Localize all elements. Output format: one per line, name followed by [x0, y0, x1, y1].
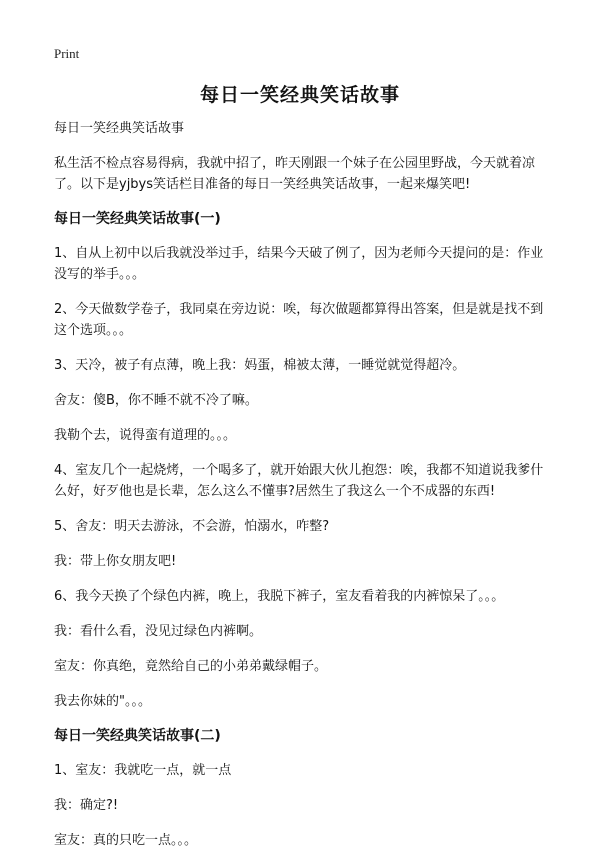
- intro-paragraph: 私生活不检点容易得病，我就中招了，昨天刚跟一个妹子在公园里野战，今天就着凉了。以下是yjbys笑话栏目准备的每日一笑经典笑话故事，一起来爆笑吧!: [54, 156, 536, 192]
- joke-paragraph: 2、今天做数学卷子，我同桌在旁边说：唉，每次做题都算得出答案，但是就是找不到这个选项。。。: [54, 302, 544, 338]
- joke-paragraph: 1、室友：我就吃一点，就一点: [54, 763, 232, 778]
- joke-paragraph: 我：确定?!: [54, 798, 119, 813]
- joke-paragraph: 1、自从上初中以后我就没举过手，结果今天破了例了，因为老师今天提问的是：作业没写的举手。。。: [54, 246, 544, 282]
- article-subtitle: 每日一笑经典笑话故事: [54, 121, 185, 136]
- joke-paragraph: 5、舍友：明天去游泳，不会游，怕溺水，咋整?: [54, 519, 330, 534]
- joke-paragraph: 6、我今天换了个绿色内裤，晚上，我脱下裤子，室友看着我的内裤惊呆了。。。: [54, 589, 505, 604]
- joke-paragraph: 舍友：傻B，你不睡不就不冷了嘛。: [54, 393, 258, 408]
- joke-paragraph: 室友：真的只吃一点。。。: [54, 833, 198, 848]
- joke-paragraph: 我：带上你女朋友吧!: [54, 554, 177, 569]
- section-heading-1: 每日一笑经典笑话故事(一): [54, 211, 221, 227]
- joke-paragraph: 3、天冷，被子有点薄，晚上我：妈蛋，棉被太薄，一睡觉就觉得超冷。: [54, 358, 466, 373]
- page-title: 每日一笑经典笑话故事: [199, 84, 400, 106]
- joke-paragraph: 我勒个去，说得蛮有道理的。。。: [54, 428, 237, 443]
- print-link[interactable]: Print: [54, 46, 80, 61]
- section-heading-2: 每日一笑经典笑话故事(二): [54, 728, 221, 744]
- joke-paragraph: 室友：你真绝，竟然给自己的小弟弟戴绿帽子。: [54, 659, 328, 674]
- joke-paragraph: 4、室友几个一起烧烤，一个喝多了，就开始跟大伙儿抱怨：唉，我都不知道说我爹什么好，好歹他也是长辈，怎么这么不懂事?居然生了我这么一个不成器的东西!: [54, 463, 544, 499]
- joke-paragraph: 我：看什么看，没见过绿色内裤啊。: [54, 624, 263, 639]
- article-body: [54, 118, 550, 865]
- joke-paragraph: 我去你妹的"。。。: [54, 694, 151, 709]
